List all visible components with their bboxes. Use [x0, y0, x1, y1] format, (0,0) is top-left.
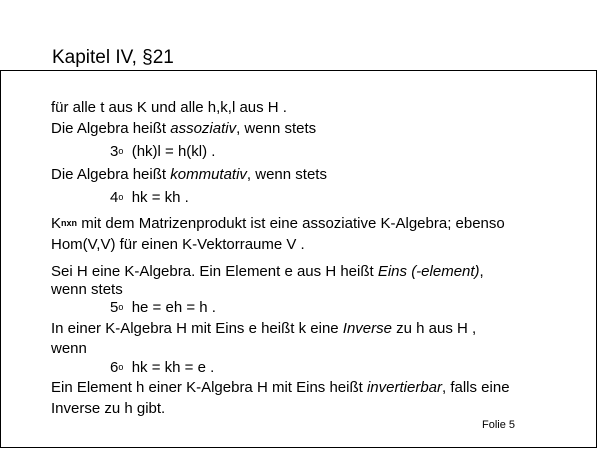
term-eins: Eins (-element) — [377, 263, 480, 280]
text-fragment: , wenn stets — [236, 120, 317, 137]
text-line-15: Inverse zu h gibt. — [51, 400, 166, 417]
text-fragment: K — [51, 215, 62, 232]
text-line-14 — [51, 378, 510, 397]
text-line-6 — [51, 214, 505, 233]
text-line-1: für alle t aus K und alle h,k,l aus H . — [51, 99, 287, 116]
text-fragment: Die Algebra heißt — [51, 120, 171, 137]
axiom-degree: o — [118, 192, 124, 202]
term-assoziativ: assoziativ — [170, 120, 237, 137]
axiom-degree: o — [118, 302, 124, 312]
slide-title: Kapitel IV, §21 — [52, 47, 174, 68]
slide-number: Folie 5 — [482, 419, 516, 431]
text-fragment: Die Algebra heißt — [51, 166, 171, 183]
text-line-2 — [51, 119, 316, 138]
axiom-3 — [110, 142, 215, 161]
text-line-7: Hom(V,V) für einen K-Vektorraume V . — [51, 236, 305, 253]
text-fragment: , falls eine — [442, 379, 510, 396]
text-line-4 — [51, 165, 327, 184]
text-line-8 — [51, 262, 484, 281]
text-fragment: Ein Element h einer K-Algebra H mit Eins heißt — [51, 379, 367, 396]
axiom-formula: (hk)l = h(kl) . — [123, 143, 216, 160]
term-inverse: Inverse — [342, 320, 392, 337]
axiom-number: 6 — [110, 359, 119, 376]
matrix-exponent: nxn — [61, 218, 78, 228]
text-fragment: Sei H eine K-Algebra. Ein Element e aus H heißt — [51, 263, 378, 280]
text-fragment: zu h aus H , — [392, 320, 477, 337]
axiom-6 — [110, 358, 214, 377]
text-line-12: wenn — [51, 340, 87, 357]
axiom-degree: o — [118, 146, 124, 156]
text-fragment: , wenn stets — [246, 166, 327, 183]
term-kommutativ: kommutativ — [170, 166, 247, 183]
term-invertierbar: invertierbar — [366, 379, 442, 396]
axiom-number: 5 — [110, 299, 119, 316]
axiom-formula: he = eh = h . — [123, 299, 216, 316]
axiom-number: 4 — [110, 189, 119, 206]
axiom-formula: hk = kh = e . — [123, 359, 215, 376]
text-line-9: wenn stets — [51, 281, 123, 298]
text-fragment: In einer K-Algebra H mit Eins e heißt k eine — [51, 320, 343, 337]
axiom-formula: hk = kh . — [123, 189, 189, 206]
axiom-degree: o — [118, 362, 124, 372]
axiom-number: 3 — [110, 143, 119, 160]
text-fragment: , — [479, 263, 484, 280]
text-fragment: mit dem Matrizenprodukt ist eine assoziative K-Algebra; ebenso — [77, 215, 505, 232]
axiom-5 — [110, 298, 216, 317]
text-line-11 — [51, 319, 476, 338]
axiom-4 — [110, 188, 189, 207]
